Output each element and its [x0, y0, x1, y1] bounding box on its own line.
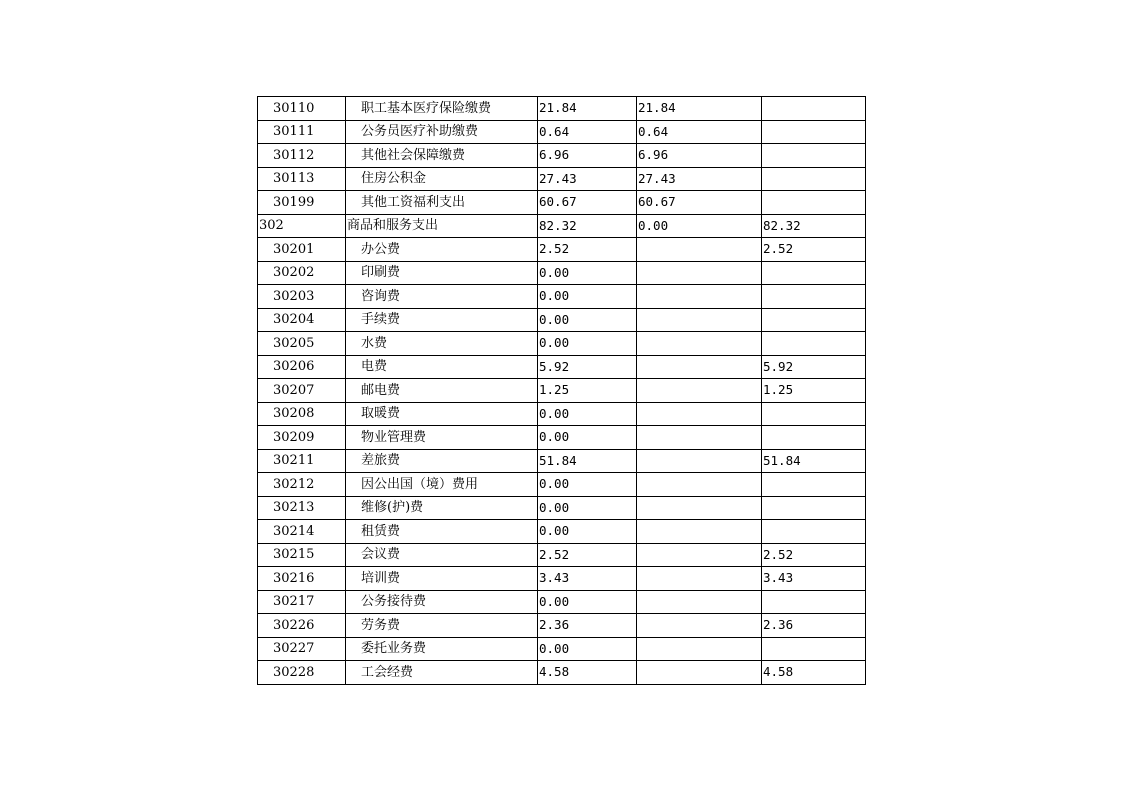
basic-amount-cell	[637, 567, 762, 591]
basic-amount-cell: 60.67	[637, 191, 762, 215]
table-row	[258, 426, 866, 450]
name-cell: 水费	[346, 332, 538, 356]
code-cell: 30216	[258, 567, 346, 591]
expenditure-table	[257, 96, 866, 685]
project-amount-cell	[762, 144, 866, 168]
code-cell: 30206	[258, 355, 346, 379]
project-amount-cell	[762, 285, 866, 309]
project-amount-cell: 4.58	[762, 661, 866, 685]
code-cell: 30227	[258, 637, 346, 661]
basic-amount-cell	[637, 261, 762, 285]
name-cell: 劳务费	[346, 614, 538, 638]
table-row	[258, 543, 866, 567]
name-cell: 手续费	[346, 308, 538, 332]
table-row	[258, 214, 866, 238]
total-amount-cell: 0.00	[538, 285, 637, 309]
table-row	[258, 496, 866, 520]
project-amount-cell: 2.52	[762, 543, 866, 567]
table-row	[258, 520, 866, 544]
project-amount-cell	[762, 426, 866, 450]
basic-amount-cell: 0.64	[637, 120, 762, 144]
project-amount-cell: 2.52	[762, 238, 866, 262]
project-amount-cell: 1.25	[762, 379, 866, 403]
code-cell: 30226	[258, 614, 346, 638]
basic-amount-cell	[637, 426, 762, 450]
table-row	[258, 191, 866, 215]
total-amount-cell: 0.00	[538, 637, 637, 661]
basic-amount-cell	[637, 637, 762, 661]
code-cell: 30208	[258, 402, 346, 426]
name-cell: 差旅费	[346, 449, 538, 473]
table-row	[258, 661, 866, 685]
table-row	[258, 97, 866, 121]
project-amount-cell	[762, 473, 866, 497]
total-amount-cell: 21.84	[538, 97, 637, 121]
project-amount-cell	[762, 637, 866, 661]
name-cell: 商品和服务支出	[346, 214, 538, 238]
total-amount-cell: 0.00	[538, 402, 637, 426]
total-amount-cell: 1.25	[538, 379, 637, 403]
name-cell: 其他工资福利支出	[346, 191, 538, 215]
basic-amount-cell	[637, 449, 762, 473]
total-amount-cell: 2.52	[538, 238, 637, 262]
total-amount-cell: 0.00	[538, 496, 637, 520]
total-amount-cell: 5.92	[538, 355, 637, 379]
table-row	[258, 637, 866, 661]
code-cell: 30205	[258, 332, 346, 356]
basic-amount-cell: 21.84	[637, 97, 762, 121]
name-cell: 住房公积金	[346, 167, 538, 191]
basic-amount-cell	[637, 590, 762, 614]
project-amount-cell	[762, 402, 866, 426]
name-cell: 印刷费	[346, 261, 538, 285]
total-amount-cell: 0.64	[538, 120, 637, 144]
total-amount-cell: 0.00	[538, 426, 637, 450]
basic-amount-cell	[637, 614, 762, 638]
basic-amount-cell	[637, 661, 762, 685]
project-amount-cell: 2.36	[762, 614, 866, 638]
name-cell: 会议费	[346, 543, 538, 567]
name-cell: 公务接待费	[346, 590, 538, 614]
code-cell: 30202	[258, 261, 346, 285]
code-cell: 30112	[258, 144, 346, 168]
total-amount-cell: 2.52	[538, 543, 637, 567]
total-amount-cell: 0.00	[538, 308, 637, 332]
code-cell: 30199	[258, 191, 346, 215]
project-amount-cell: 51.84	[762, 449, 866, 473]
project-amount-cell	[762, 191, 866, 215]
name-cell: 其他社会保障缴费	[346, 144, 538, 168]
total-amount-cell: 0.00	[538, 261, 637, 285]
code-cell: 30228	[258, 661, 346, 685]
table-row	[258, 144, 866, 168]
total-amount-cell: 0.00	[538, 590, 637, 614]
basic-amount-cell	[637, 355, 762, 379]
table-row	[258, 261, 866, 285]
total-amount-cell: 27.43	[538, 167, 637, 191]
basic-amount-cell	[637, 379, 762, 403]
table-row	[258, 473, 866, 497]
basic-amount-cell	[637, 308, 762, 332]
code-cell: 30204	[258, 308, 346, 332]
name-cell: 培训费	[346, 567, 538, 591]
project-amount-cell	[762, 120, 866, 144]
project-amount-cell	[762, 97, 866, 121]
basic-amount-cell	[637, 473, 762, 497]
project-amount-cell	[762, 261, 866, 285]
name-cell: 咨询费	[346, 285, 538, 309]
project-amount-cell: 5.92	[762, 355, 866, 379]
project-amount-cell	[762, 308, 866, 332]
table-row	[258, 167, 866, 191]
total-amount-cell: 6.96	[538, 144, 637, 168]
code-cell: 30110	[258, 97, 346, 121]
code-cell: 30209	[258, 426, 346, 450]
table-row	[258, 308, 866, 332]
table-body	[258, 97, 866, 685]
name-cell: 维修(护)费	[346, 496, 538, 520]
table-row	[258, 355, 866, 379]
basic-amount-cell	[637, 520, 762, 544]
basic-amount-cell: 0.00	[637, 214, 762, 238]
project-amount-cell: 3.43	[762, 567, 866, 591]
project-amount-cell	[762, 167, 866, 191]
project-amount-cell: 82.32	[762, 214, 866, 238]
basic-amount-cell	[637, 496, 762, 520]
name-cell: 因公出国（境）费用	[346, 473, 538, 497]
basic-amount-cell	[637, 285, 762, 309]
basic-amount-cell	[637, 332, 762, 356]
table-row	[258, 567, 866, 591]
total-amount-cell: 4.58	[538, 661, 637, 685]
table-row	[258, 332, 866, 356]
project-amount-cell	[762, 332, 866, 356]
name-cell: 电费	[346, 355, 538, 379]
code-cell: 30217	[258, 590, 346, 614]
total-amount-cell: 60.67	[538, 191, 637, 215]
total-amount-cell: 51.84	[538, 449, 637, 473]
table-row	[258, 379, 866, 403]
name-cell: 委托业务费	[346, 637, 538, 661]
basic-amount-cell	[637, 402, 762, 426]
total-amount-cell: 3.43	[538, 567, 637, 591]
name-cell: 办公费	[346, 238, 538, 262]
total-amount-cell: 0.00	[538, 520, 637, 544]
table-row	[258, 238, 866, 262]
project-amount-cell	[762, 590, 866, 614]
name-cell: 物业管理费	[346, 426, 538, 450]
code-cell: 30214	[258, 520, 346, 544]
table-row	[258, 120, 866, 144]
basic-amount-cell	[637, 238, 762, 262]
code-cell: 30201	[258, 238, 346, 262]
code-cell: 30113	[258, 167, 346, 191]
total-amount-cell: 0.00	[538, 473, 637, 497]
name-cell: 取暖费	[346, 402, 538, 426]
project-amount-cell	[762, 520, 866, 544]
table-row	[258, 402, 866, 426]
table-row	[258, 285, 866, 309]
code-cell: 302	[258, 214, 346, 238]
name-cell: 工会经费	[346, 661, 538, 685]
name-cell: 邮电费	[346, 379, 538, 403]
table-row	[258, 614, 866, 638]
code-cell: 30212	[258, 473, 346, 497]
name-cell: 公务员医疗补助缴费	[346, 120, 538, 144]
total-amount-cell: 82.32	[538, 214, 637, 238]
table-row	[258, 590, 866, 614]
code-cell: 30211	[258, 449, 346, 473]
table-row	[258, 449, 866, 473]
name-cell: 职工基本医疗保险缴费	[346, 97, 538, 121]
basic-amount-cell: 6.96	[637, 144, 762, 168]
basic-amount-cell	[637, 543, 762, 567]
code-cell: 30213	[258, 496, 346, 520]
code-cell: 30203	[258, 285, 346, 309]
total-amount-cell: 0.00	[538, 332, 637, 356]
code-cell: 30111	[258, 120, 346, 144]
project-amount-cell	[762, 496, 866, 520]
total-amount-cell: 2.36	[538, 614, 637, 638]
code-cell: 30207	[258, 379, 346, 403]
basic-amount-cell: 27.43	[637, 167, 762, 191]
name-cell: 租赁费	[346, 520, 538, 544]
code-cell: 30215	[258, 543, 346, 567]
